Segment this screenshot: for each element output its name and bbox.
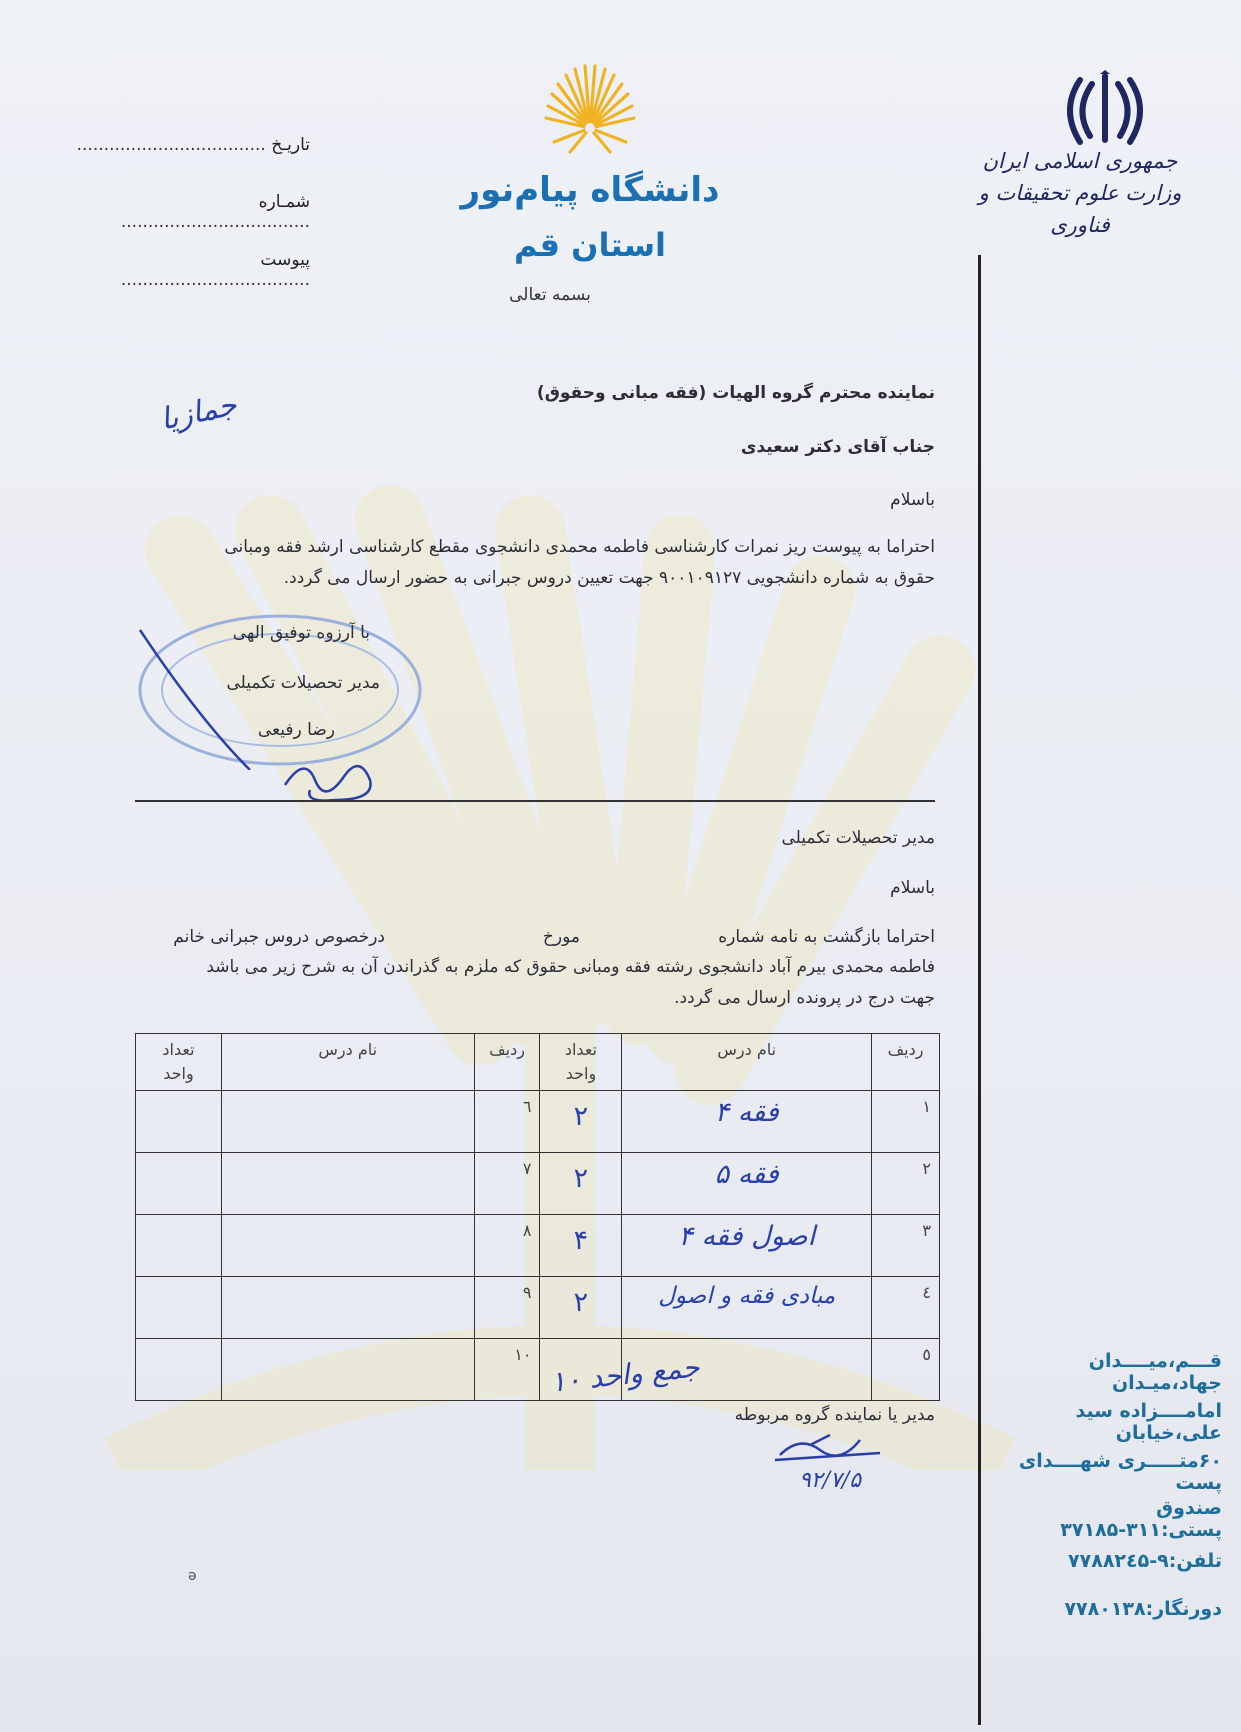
letter-greeting: باسلام bbox=[890, 490, 935, 510]
course-name bbox=[221, 1215, 474, 1277]
table-row bbox=[136, 1091, 940, 1153]
course-name bbox=[221, 1153, 474, 1215]
row-number: ٤ bbox=[872, 1277, 940, 1339]
phone-number: تلفن:۹-۷۷۸۸۲٤۵ bbox=[1068, 1550, 1222, 1572]
row-number: ٦ bbox=[474, 1091, 540, 1153]
emblem-line-1: جمهوری اسلامی ایران bbox=[982, 149, 1178, 173]
signature-date: ۹۲/۷/۵ bbox=[798, 1468, 862, 1493]
ministry-name bbox=[960, 145, 1200, 241]
reply-recipient: مدیر تحصیلات تکمیلی bbox=[781, 828, 935, 848]
course-name: مبادی فقه و اصول bbox=[622, 1277, 872, 1339]
course-name bbox=[221, 1277, 474, 1339]
row-number: ٥ bbox=[872, 1339, 940, 1401]
date-dots: ................................... bbox=[76, 135, 266, 155]
course-name: اصول فقه ۴ bbox=[622, 1215, 872, 1277]
margin-note: جمازیا bbox=[157, 387, 240, 438]
emblem-line-2: وزارت علوم تحقیقات و فناوری bbox=[978, 181, 1182, 237]
col-header-course-1: نام درس bbox=[622, 1034, 872, 1091]
postal-box: صندوق پستی:۳۱۱-۳۷۱۸۵ bbox=[1060, 1497, 1222, 1541]
course-units: ۲ bbox=[540, 1091, 622, 1153]
row-number: ۱ bbox=[872, 1091, 940, 1153]
university-logo-icon bbox=[540, 62, 640, 162]
reply-line-2: فاطمه محمدی بیرم آباد دانشجوی رشته فقه ومبانی حقوق که ملزم به گذراندن آن به شرح زیر می باشد bbox=[206, 957, 935, 977]
row-number: ۸ bbox=[474, 1215, 540, 1277]
reply-greeting: باسلام bbox=[890, 878, 935, 898]
course-units: ۲ bbox=[540, 1153, 622, 1215]
date-field bbox=[70, 135, 310, 155]
row-number: ۱۰ bbox=[474, 1339, 540, 1401]
letter-body-line-1: احتراما به پیوست ریز نمرات کارشناسی فاطمه محمدی دانشجوی مقطع کارشناسی ارشد فقه ومبانی bbox=[224, 537, 935, 557]
date-label: تاریـخ bbox=[271, 135, 310, 155]
iran-emblem-icon bbox=[1060, 70, 1150, 150]
table-row bbox=[136, 1339, 940, 1401]
signature-1 bbox=[275, 745, 395, 815]
address-line-1: قـــم،میــــدان جهاد،میـدان bbox=[1088, 1350, 1222, 1394]
course-name: فقه ۴ bbox=[622, 1091, 872, 1153]
col-header-row-no-2: ردیف bbox=[474, 1034, 540, 1091]
reply-line-3: جهت درج در پرونده ارسال می گردد. bbox=[674, 988, 935, 1008]
province-name: استان قم bbox=[513, 226, 666, 264]
letter-person: جناب آقای دکتر سعیدی bbox=[740, 437, 935, 457]
col-header-row-no-1: ردیف bbox=[872, 1034, 940, 1091]
col-header-units-2: تعداد واحد bbox=[136, 1034, 222, 1091]
row-number: ۳ bbox=[872, 1215, 940, 1277]
letter-signer-title: مدیر تحصیلات تکمیلی bbox=[226, 673, 380, 693]
course-name bbox=[221, 1339, 474, 1401]
course-units bbox=[136, 1215, 222, 1277]
address-line-3: ۶۰متـــــری شهــــدای پست bbox=[1018, 1450, 1222, 1494]
letter-closing: با آرزوه توفیق الهی bbox=[232, 623, 370, 643]
reply-line-1-a: احتراما بازگشت به نامه شماره bbox=[718, 927, 935, 947]
reply-line-1-c: درخصوص دروس جبرانی خانم bbox=[173, 927, 385, 947]
row-number: ۹ bbox=[474, 1277, 540, 1339]
course-units: ۴ bbox=[540, 1215, 622, 1277]
course-units bbox=[136, 1091, 222, 1153]
number-field bbox=[70, 192, 310, 232]
course-units: ۲ bbox=[540, 1277, 622, 1339]
table-row bbox=[136, 1153, 940, 1215]
row-number: ۷ bbox=[474, 1153, 540, 1215]
col-header-units-1: تعداد واحد bbox=[540, 1034, 622, 1091]
reply-line-1-b: مورخ bbox=[542, 927, 580, 947]
letter-signer-name: رضا رفیعی bbox=[257, 720, 335, 740]
col-header-course-2: نام درس bbox=[221, 1034, 474, 1091]
total-units: جمع واحد ۱۰ bbox=[548, 1350, 702, 1399]
address-divider bbox=[978, 255, 981, 1725]
row-number: ۲ bbox=[872, 1153, 940, 1215]
table-row bbox=[136, 1277, 940, 1339]
address-line-2: امامــــزاده سید علی،خیابان bbox=[1075, 1400, 1222, 1444]
course-units bbox=[136, 1339, 222, 1401]
fax-number: دورنگار:۷۷۸۰۱۳۸ bbox=[1064, 1598, 1222, 1620]
course-name bbox=[221, 1091, 474, 1153]
table-row bbox=[136, 1215, 940, 1277]
page-mark: ə bbox=[188, 1568, 197, 1584]
letter-recipient: نماینده محترم گروه الهیات (فقه مبانی وحقوق) bbox=[536, 383, 935, 403]
university-name: دانشگاه پیام‌نور bbox=[460, 170, 720, 210]
table-header-row bbox=[136, 1034, 940, 1091]
attachment-field bbox=[70, 250, 310, 290]
bismillah: بسمه تعالی bbox=[509, 285, 591, 305]
letter-body-line-2: حقوق به شماره دانشجویی ۹۰۰۱۰۹۱۲۷ جهت تعیین دروس جبرانی به حضور ارسال می گردد. bbox=[283, 568, 935, 588]
course-units bbox=[136, 1153, 222, 1215]
courses-table bbox=[135, 1033, 940, 1401]
number-label: شمـاره bbox=[258, 192, 310, 212]
attachment-dots: ................................... bbox=[120, 270, 310, 290]
number-dots: ................................... bbox=[120, 212, 310, 232]
course-units bbox=[136, 1277, 222, 1339]
section-divider bbox=[135, 800, 935, 802]
attachment-label: پیوست bbox=[260, 250, 310, 270]
course-name: فقه ۵ bbox=[622, 1153, 872, 1215]
reply-signer: مدیر یا نماینده گروه مربوطه bbox=[734, 1405, 935, 1425]
